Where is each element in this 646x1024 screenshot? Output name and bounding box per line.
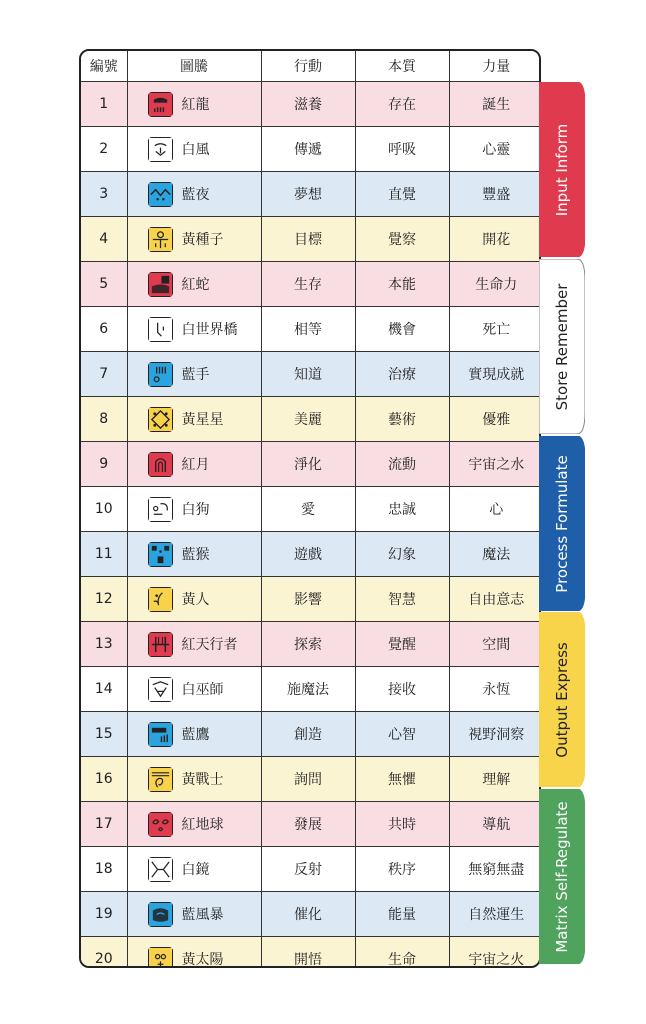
glyph-name: 紅地球	[181, 817, 224, 833]
glyph-action: 美麗	[261, 397, 355, 442]
glyph-power: 無窮無盡	[449, 847, 541, 892]
glyph-cell	[127, 757, 261, 802]
glyph-number: 2	[81, 127, 127, 172]
white-wizard-icon	[148, 677, 173, 702]
glyph-essence: 忠誠	[355, 487, 449, 532]
glyph-number: 11	[81, 532, 127, 577]
glyph-cell	[127, 892, 261, 937]
glyph-power: 魔法	[449, 532, 541, 577]
glyph-number: 13	[81, 622, 127, 667]
glyph-action: 反射	[261, 847, 355, 892]
table-row	[81, 82, 541, 127]
glyph-essence: 生命	[355, 937, 449, 969]
glyph-essence: 智慧	[355, 577, 449, 622]
glyph-power: 心靈	[449, 127, 541, 172]
glyph-action: 目標	[261, 217, 355, 262]
glyph-name: 紅龍	[181, 97, 210, 113]
glyph-name: 藍鷹	[181, 727, 210, 743]
glyph-number: 9	[81, 442, 127, 487]
glyph-essence: 流動	[355, 442, 449, 487]
glyph-cell	[127, 712, 261, 757]
glyph-number: 12	[81, 577, 127, 622]
header-row	[81, 51, 541, 82]
glyph-action: 施魔法	[261, 667, 355, 712]
table-row	[81, 892, 541, 937]
glyph-power: 宇宙之水	[449, 442, 541, 487]
white-mirror-icon	[148, 857, 173, 882]
glyph-power: 空間	[449, 622, 541, 667]
glyph-cell	[127, 577, 261, 622]
yellow-seed-icon	[148, 227, 173, 252]
glyph-power: 自由意志	[449, 577, 541, 622]
table-row	[81, 532, 541, 577]
glyph-number: 19	[81, 892, 127, 937]
glyph-number: 4	[81, 217, 127, 262]
table-row	[81, 712, 541, 757]
table-body	[81, 82, 541, 969]
table-row	[81, 937, 541, 969]
glyph-cell	[127, 622, 261, 667]
table-row	[81, 397, 541, 442]
glyph-essence: 直覺	[355, 172, 449, 217]
glyph-cell	[127, 172, 261, 217]
glyph-action: 滋養	[261, 82, 355, 127]
glyph-cell	[127, 217, 261, 262]
glyph-name: 白狗	[181, 502, 210, 518]
table-row	[81, 622, 541, 667]
glyph-cell	[127, 667, 261, 712]
glyph-power: 實現成就	[449, 352, 541, 397]
glyph-power: 心	[449, 487, 541, 532]
glyph-action: 創造	[261, 712, 355, 757]
glyph-cell	[127, 847, 261, 892]
glyph-essence: 接收	[355, 667, 449, 712]
table-row	[81, 352, 541, 397]
table-row	[81, 307, 541, 352]
glyph-essence: 共時	[355, 802, 449, 847]
glyph-action: 發展	[261, 802, 355, 847]
table-row	[81, 127, 541, 172]
glyph-name: 紅蛇	[181, 277, 210, 293]
glyph-essence: 覺醒	[355, 622, 449, 667]
glyph-essence: 覺察	[355, 217, 449, 262]
table-row	[81, 442, 541, 487]
glyph-cell	[127, 532, 261, 577]
glyph-name: 藍手	[181, 367, 210, 383]
glyph-cell	[127, 397, 261, 442]
glyph-essence: 治療	[355, 352, 449, 397]
glyph-power: 開花	[449, 217, 541, 262]
red-moon-icon	[148, 452, 173, 477]
table-row	[81, 847, 541, 892]
glyph-cell	[127, 442, 261, 487]
glyph-name: 白風	[181, 142, 210, 158]
white-dog-icon	[148, 497, 173, 522]
glyph-essence: 無懼	[355, 757, 449, 802]
glyph-power: 永恆	[449, 667, 541, 712]
glyph-cell	[127, 262, 261, 307]
table-row	[81, 667, 541, 712]
glyph-action: 愛	[261, 487, 355, 532]
glyph-name: 黃星星	[181, 412, 224, 428]
header-power: 力量	[449, 51, 541, 82]
table-row	[81, 217, 541, 262]
blue-monkey-icon	[148, 542, 173, 567]
glyph-essence: 心智	[355, 712, 449, 757]
glyph-action: 知道	[261, 352, 355, 397]
glyph-name: 紅月	[181, 457, 210, 473]
glyph-number: 14	[81, 667, 127, 712]
glyph-name: 黃太陽	[181, 952, 224, 968]
glyph-cell	[127, 307, 261, 352]
white-worldbridger-icon	[148, 317, 173, 342]
glyph-essence: 能量	[355, 892, 449, 937]
blue-eagle-icon	[148, 722, 173, 747]
glyph-power: 豐盛	[449, 172, 541, 217]
glyph-power: 誕生	[449, 82, 541, 127]
glyph-action: 催化	[261, 892, 355, 937]
glyph-power: 自然運生	[449, 892, 541, 937]
header-essence: 本質	[355, 51, 449, 82]
group-tab-label: Store Remember	[553, 283, 571, 410]
red-serpent-icon	[148, 272, 173, 297]
table-row	[81, 802, 541, 847]
glyph-essence: 幻象	[355, 532, 449, 577]
group-tab-label: Matrix Self-Regulate	[553, 800, 571, 953]
glyph-action: 夢想	[261, 172, 355, 217]
blue-night-icon	[148, 182, 173, 207]
glyph-cell	[127, 802, 261, 847]
glyph-name: 黃戰士	[181, 772, 224, 788]
group-tab	[539, 789, 585, 964]
glyph-action: 影響	[261, 577, 355, 622]
glyph-name: 白鏡	[181, 862, 210, 878]
table-row	[81, 577, 541, 622]
glyph-name: 黃人	[181, 592, 210, 608]
glyph-number: 15	[81, 712, 127, 757]
glyph-name: 藍風暴	[181, 907, 224, 923]
glyph-essence: 藝術	[355, 397, 449, 442]
glyph-number: 10	[81, 487, 127, 532]
blue-hand-icon	[148, 362, 173, 387]
glyph-number: 6	[81, 307, 127, 352]
glyph-cell	[127, 82, 261, 127]
glyph-power: 死亡	[449, 307, 541, 352]
glyph-number: 16	[81, 757, 127, 802]
group-tab	[539, 82, 585, 257]
glyph-essence: 秩序	[355, 847, 449, 892]
glyph-cell	[127, 487, 261, 532]
glyph-name: 藍夜	[181, 187, 210, 203]
glyph-action: 淨化	[261, 442, 355, 487]
glyph-number: 18	[81, 847, 127, 892]
glyph-power: 理解	[449, 757, 541, 802]
table-row	[81, 757, 541, 802]
group-tab-label: Output Express	[553, 641, 571, 758]
glyph-action: 開悟	[261, 937, 355, 969]
group-tab	[539, 436, 585, 611]
red-skywalker-icon	[148, 632, 173, 657]
yellow-star-icon	[148, 407, 173, 432]
glyph-action: 詢問	[261, 757, 355, 802]
blue-storm-icon	[148, 902, 173, 927]
glyph-table-card	[79, 49, 541, 968]
glyph-power: 宇宙之火	[449, 937, 541, 969]
glyph-number: 7	[81, 352, 127, 397]
group-tab-label: Input Inform	[553, 123, 571, 216]
glyph-power: 生命力	[449, 262, 541, 307]
yellow-human-icon	[148, 587, 173, 612]
glyph-action: 探索	[261, 622, 355, 667]
header-glyph: 圖騰	[127, 51, 261, 82]
glyph-power: 視野洞察	[449, 712, 541, 757]
group-tab	[539, 259, 585, 434]
table-row	[81, 262, 541, 307]
glyph-number: 3	[81, 172, 127, 217]
glyph-essence: 本能	[355, 262, 449, 307]
group-tab	[539, 612, 585, 787]
glyph-name: 藍猴	[181, 547, 210, 563]
header-action: 行動	[261, 51, 355, 82]
glyph-number: 1	[81, 82, 127, 127]
glyph-number: 5	[81, 262, 127, 307]
glyph-name: 白世界橋	[181, 322, 238, 338]
yellow-sun-icon	[148, 947, 173, 969]
glyph-number: 20	[81, 937, 127, 969]
glyph-power: 優雅	[449, 397, 541, 442]
glyph-action: 遊戲	[261, 532, 355, 577]
glyph-number: 17	[81, 802, 127, 847]
table-row	[81, 487, 541, 532]
red-earth-icon	[148, 812, 173, 837]
glyph-action: 生存	[261, 262, 355, 307]
glyph-essence: 機會	[355, 307, 449, 352]
glyph-cell	[127, 937, 261, 969]
glyph-name: 紅天行者	[181, 637, 238, 653]
white-wind-icon	[148, 137, 173, 162]
header-number: 編號	[81, 51, 127, 82]
glyph-cell	[127, 352, 261, 397]
group-tab-label: Process Formulate	[553, 454, 571, 593]
glyph-name: 黃種子	[181, 232, 224, 248]
red-dragon-icon	[148, 92, 173, 117]
glyph-power: 導航	[449, 802, 541, 847]
dreamspell-glyph-table	[81, 51, 541, 968]
glyph-cell	[127, 127, 261, 172]
yellow-warrior-icon	[148, 767, 173, 792]
glyph-action: 相等	[261, 307, 355, 352]
glyph-name: 白巫師	[181, 682, 224, 698]
glyph-number: 8	[81, 397, 127, 442]
glyph-essence: 存在	[355, 82, 449, 127]
glyph-action: 傳遞	[261, 127, 355, 172]
table-row	[81, 172, 541, 217]
glyph-essence: 呼吸	[355, 127, 449, 172]
